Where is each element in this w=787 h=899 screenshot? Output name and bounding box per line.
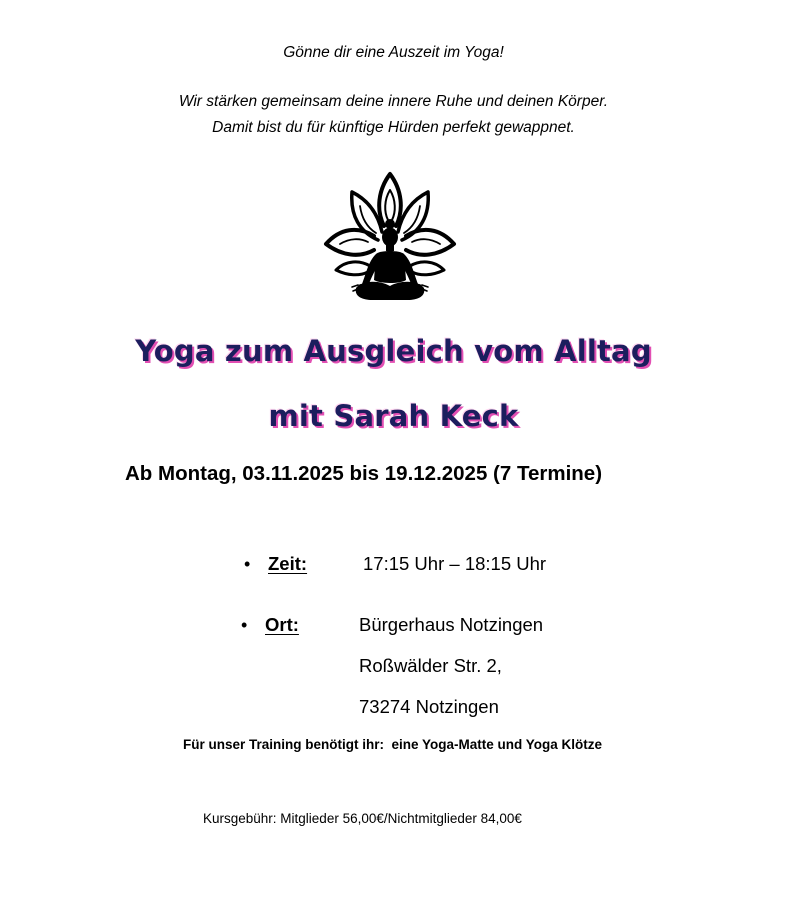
- place-city: 73274 Notzingen: [359, 696, 499, 717]
- place-street: Roßwälder Str. 2,: [359, 655, 502, 676]
- instructor-name: mit Sarah Keck: [268, 399, 519, 433]
- time-value: 17:15 Uhr – 18:15 Uhr: [363, 553, 547, 574]
- intro-line-2: Damit bist du für künftige Hürden perfekt gewappnet.: [212, 119, 575, 136]
- bullet-point: •: [241, 615, 248, 635]
- course-fee: Kursgebühr: Mitglieder 56,00€/Nichtmitglieder 84,00€: [203, 811, 522, 826]
- time-item: [0, 553, 787, 583]
- place-label: Ort:: [265, 614, 299, 635]
- requirements-note: Für unser Training benötigt ihr: eine Yoga-Matte und Yoga Klötze: [183, 737, 603, 752]
- place-item: [0, 614, 787, 644]
- intro-line-1: Wir stärken gemeinsam deine innere Ruhe und deinen Körper.: [178, 93, 609, 110]
- course-title: Yoga zum Ausgleich vom Alltag: [135, 334, 652, 368]
- place-venue: Bürgerhaus Notzingen: [359, 614, 544, 635]
- bullet-point: •: [244, 554, 251, 574]
- lotus-meditation-icon: [322, 170, 458, 310]
- intro-headline: Gönne dir eine Auszeit im Yoga!: [283, 44, 504, 61]
- time-label: Zeit:: [268, 553, 308, 574]
- course-dates: Ab Montag, 03.11.2025 bis 19.12.2025 (7 Termine): [125, 462, 603, 485]
